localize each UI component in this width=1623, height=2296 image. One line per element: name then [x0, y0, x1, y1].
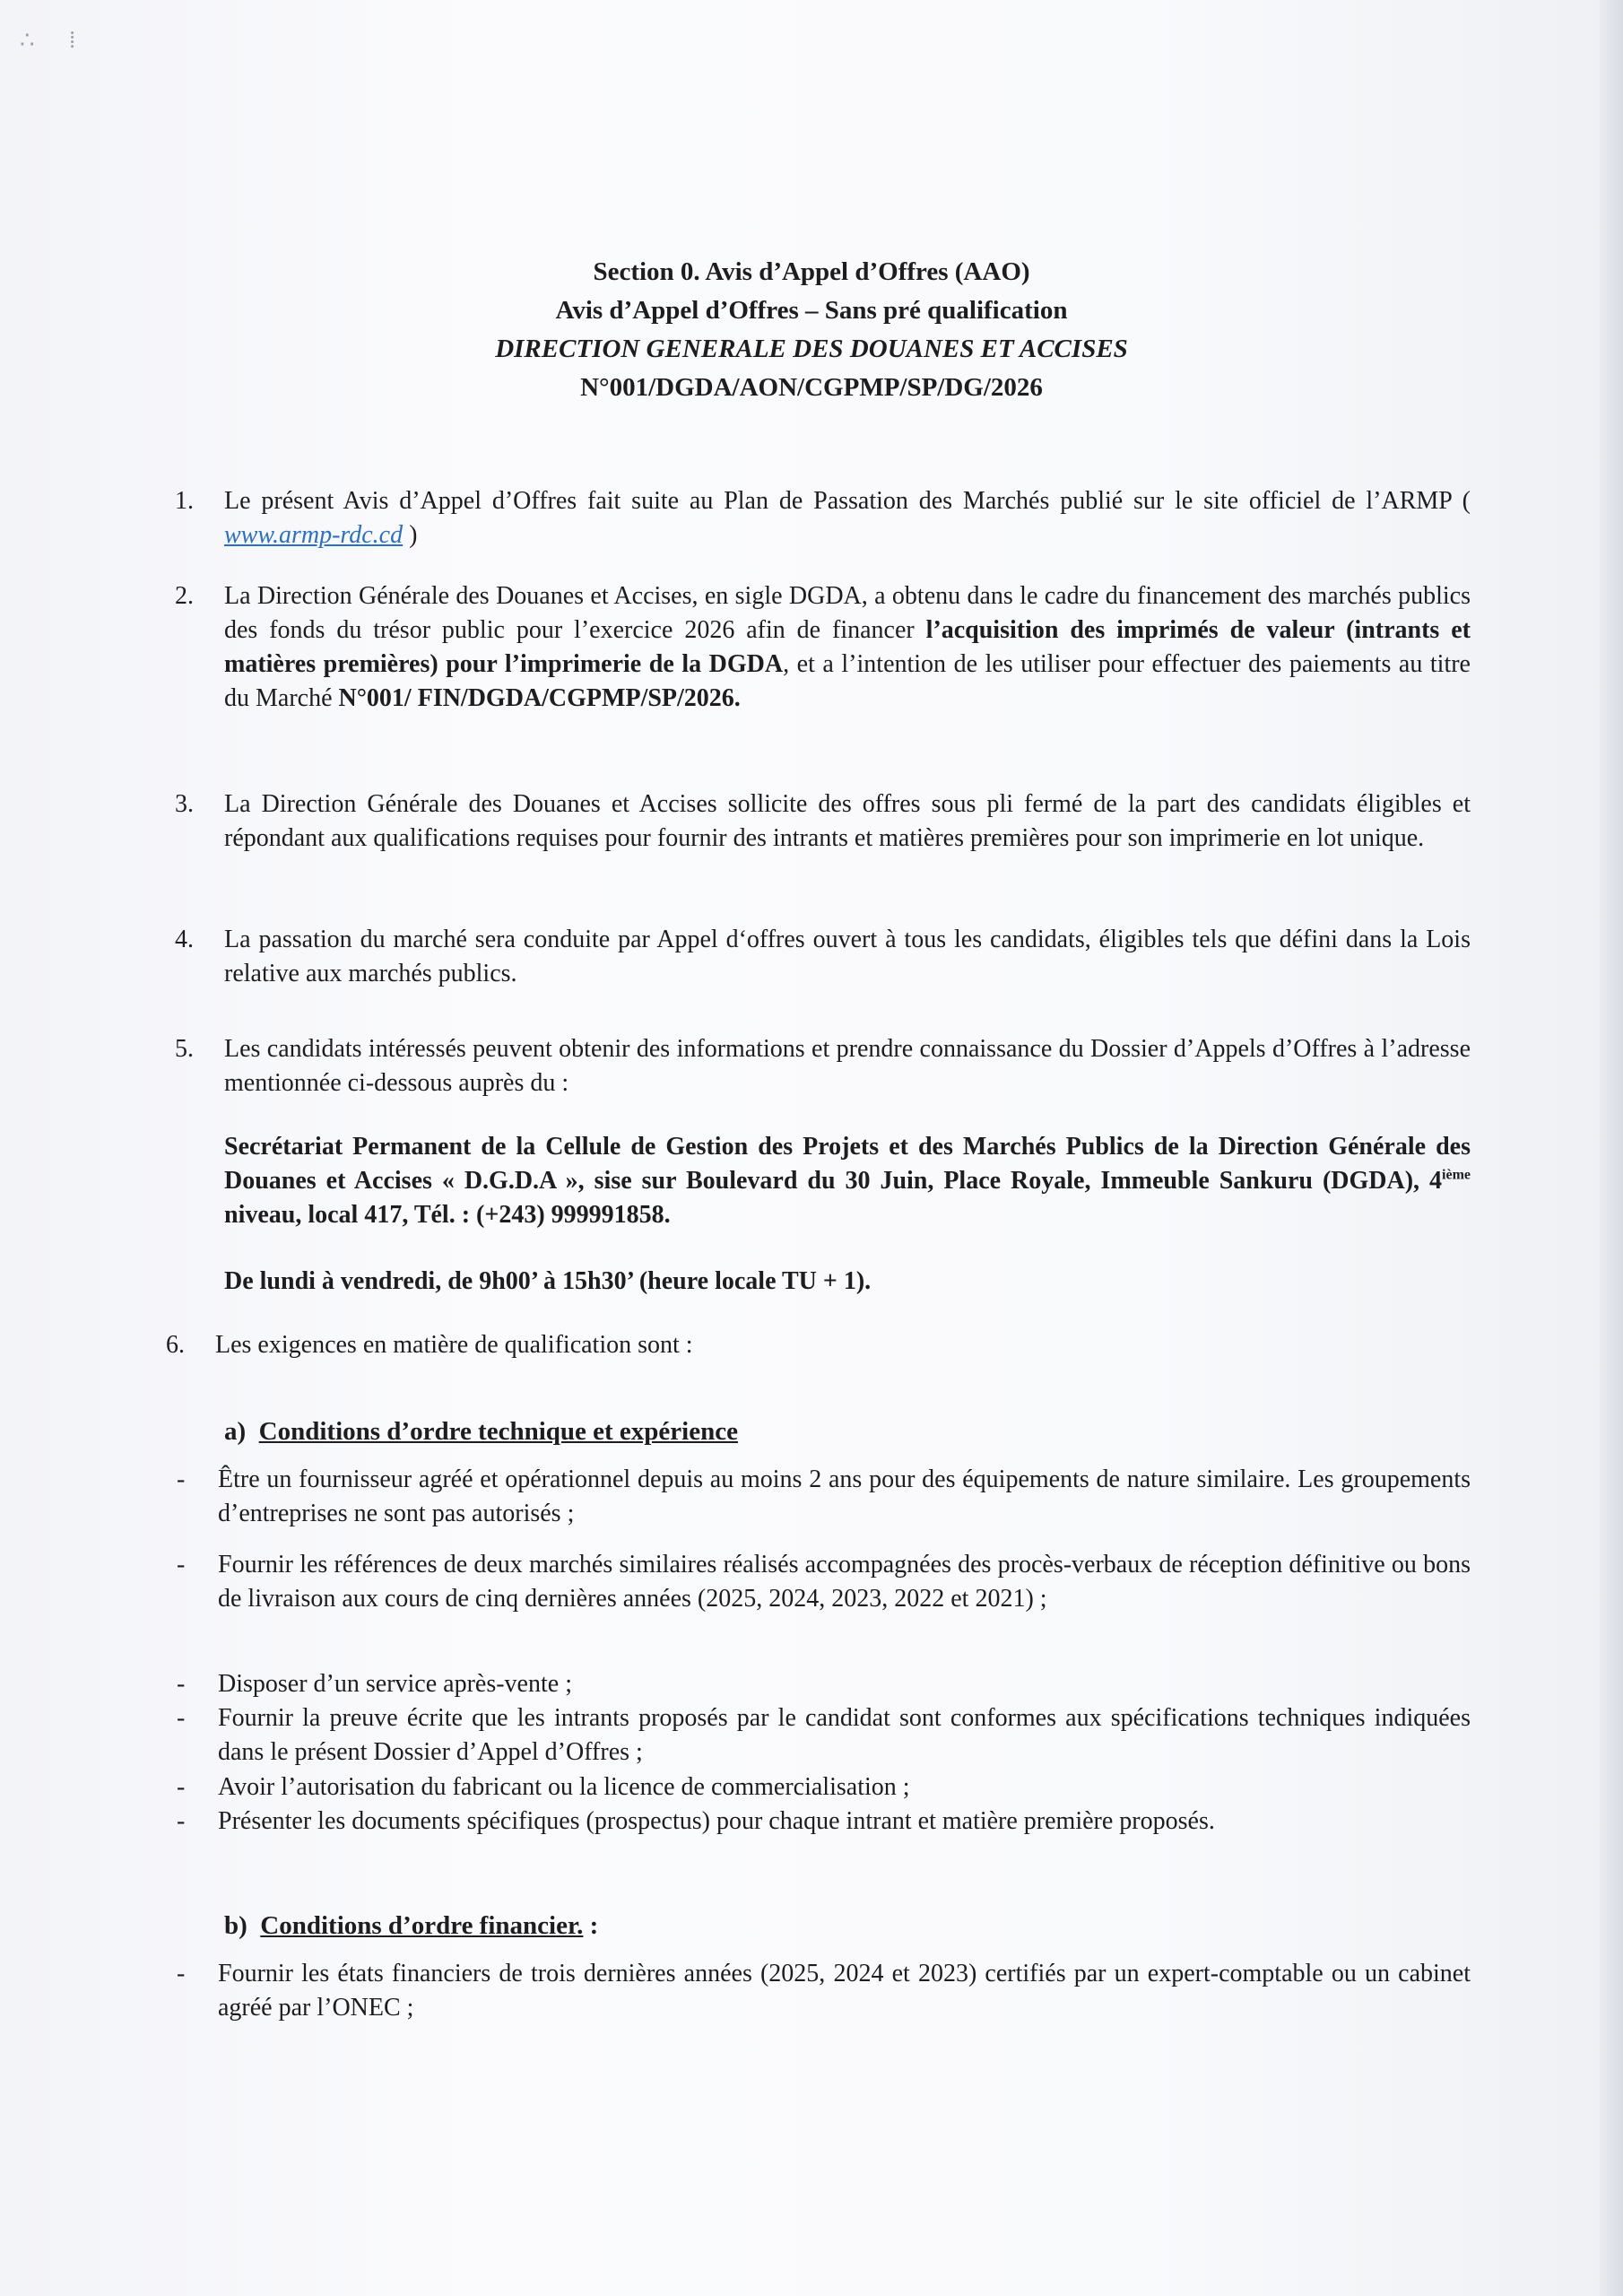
bullet-item: [177, 1770, 1471, 1805]
bullet-item: [177, 1463, 1471, 1531]
bullet-item: [177, 1957, 1471, 2025]
bullet-text: Avoir l’autorisation du fabricant ou la licence de commercialisation ;: [218, 1773, 910, 1801]
organization-name: DIRECTION GENERALE DES DOUANES ET ACCISES: [495, 335, 1128, 363]
bullet-dash: -: [177, 1670, 186, 1698]
section-label: a): [224, 1417, 247, 1446]
section-title: Conditions d’ordre financier.: [260, 1911, 584, 1940]
bullet-text: Fournir la preuve écrite que les intrants proposés par le candidat sont conformes aux spécifications techniques indiquées dans le présent Dossier d’Appel d’Offres ;: [218, 1704, 1471, 1766]
item-text: Les exigences en matière de qualification sont :: [215, 1331, 693, 1359]
bullet-item: [177, 1701, 1471, 1770]
scan-marks: ∴ ⁞: [20, 27, 91, 53]
section-label: b): [224, 1911, 247, 1940]
item-text: La passation du marché sera conduite par Appel d‘offres ouvert à tous les candidats, éligibles tels que défini dans la Lois relative aux marchés publics.: [224, 926, 1471, 987]
section-a-heading: [224, 1414, 1471, 1448]
item-text: Les candidats intéressés peuvent obtenir des informations et prendre connaissance du Dossier d’Appels d’Offres à l’adresse mentionnée ci-dessous auprès du :: [224, 1035, 1471, 1097]
item-bold-text: l’acquisition des imprimés de valeur (intrants et matières premières) pour l’imprimerie de la DGDA: [224, 616, 1471, 678]
item-number: 2.: [175, 582, 194, 610]
bullet-text: Fournir les références de deux marchés similaires réalisés accompagnées des procès-verbaux de réception définitive ou bons de livraison aux cours de cinq dernières années (2025, 2024, 2023, 2022 et 2021) ;: [218, 1551, 1471, 1613]
bullet-text: Disposer d’un service après-vente ;: [218, 1670, 572, 1698]
item-text: , et a l’intention de les utiliser pour effectuer des paiements au titre du Marché: [224, 650, 1471, 712]
bullet-dash: -: [177, 1773, 186, 1801]
notice-subtitle: Avis d’Appel d’Offres – Sans pré qualification: [555, 296, 1068, 325]
bullet-dash: -: [177, 1704, 186, 1732]
item-number: 5.: [175, 1035, 194, 1063]
contact-address: [224, 1130, 1471, 1232]
item-2: [175, 579, 1471, 716]
address-text: Secrétariat Permanent de la Cellule de Gestion des Projets et des Marchés Publics de la Direction Générale des Douanes et Accises « D.G.D.A », sise sur Boulevard du 30 Juin, Place Royale, Immeuble Sankuru (DGDA), 4: [224, 1133, 1471, 1195]
section-title: Conditions d’ordre technique et expérience: [258, 1417, 738, 1446]
bullet-dash: -: [177, 1551, 186, 1578]
notice-reference: N°001/DGDA/AON/CGPMP/SP/DG/2026: [580, 373, 1043, 402]
section-b-heading: [224, 1909, 1471, 1943]
section-title: Section 0. Avis d’Appel d’Offres (AAO): [593, 257, 1030, 286]
bullet-dash: -: [177, 1960, 186, 1987]
item-number: 1.: [175, 487, 194, 515]
item-number: 4.: [175, 926, 194, 953]
bullet-item: [177, 1667, 1471, 1701]
market-reference: N°001/ FIN/DGDA/CGPMP/SP/2026.: [338, 684, 741, 712]
bullet-text: Être un fournisseur agréé et opérationnel depuis au moins 2 ans pour des équipements de nature similaire. Les groupements d’entreprises ne sont pas autorisés ;: [218, 1465, 1471, 1527]
item-5: [175, 1032, 1471, 1100]
item-1: [175, 484, 1471, 552]
bullet-dash: -: [177, 1465, 186, 1493]
address-text: niveau, local 417, Tél. : (+243) 999991858.: [224, 1201, 671, 1229]
document-header: [269, 253, 1354, 407]
item-number: 3.: [175, 790, 194, 818]
bullet-text: Fournir les états financiers de trois dernières années (2025, 2024 et 2023) certifiés par un expert-comptable ou un cabinet agréé par l’ONEC ;: [218, 1960, 1471, 2022]
item-text: La Direction Générale des Douanes et Accises sollicite des offres sous pli fermé de la part des candidats éligibles et répondant aux qualifications requises pour fournir des intrants et matières premières pour son imprimerie en lot unique.: [224, 790, 1471, 852]
ordinal-suffix: ième: [1442, 1167, 1471, 1183]
item-text: La Direction Générale des Douanes et Accises, en sigle DGDA, a obtenu dans le cadre du financement des marchés publics des fonds du trésor public pour l’exercice 2026 afin de financer: [224, 582, 1471, 644]
item-4: [175, 923, 1471, 991]
section-title-suffix: :: [583, 1911, 599, 1940]
item-6: [166, 1328, 1462, 1362]
armp-link[interactable]: www.armp-rdc.cd: [224, 521, 404, 549]
page-edge-shadow: [1600, 0, 1623, 2296]
item-text: Le présent Avis d’Appel d’Offres fait suite au Plan de Passation des Marchés publié sur le site officiel de l’ARMP (: [224, 487, 1471, 515]
bullet-dash: -: [177, 1807, 186, 1835]
office-hours: De lundi à vendredi, de 9h00’ à 15h30’ (heure locale TU + 1).: [224, 1267, 872, 1295]
bullet-text: Présenter les documents spécifiques (prospectus) pour chaque intrant et matière première proposés.: [218, 1807, 1215, 1835]
item-3: [175, 787, 1471, 856]
item-number: 6.: [166, 1331, 185, 1359]
bullet-item: [177, 1805, 1471, 1839]
item-text: ): [403, 521, 418, 549]
bullet-item: [177, 1548, 1471, 1616]
